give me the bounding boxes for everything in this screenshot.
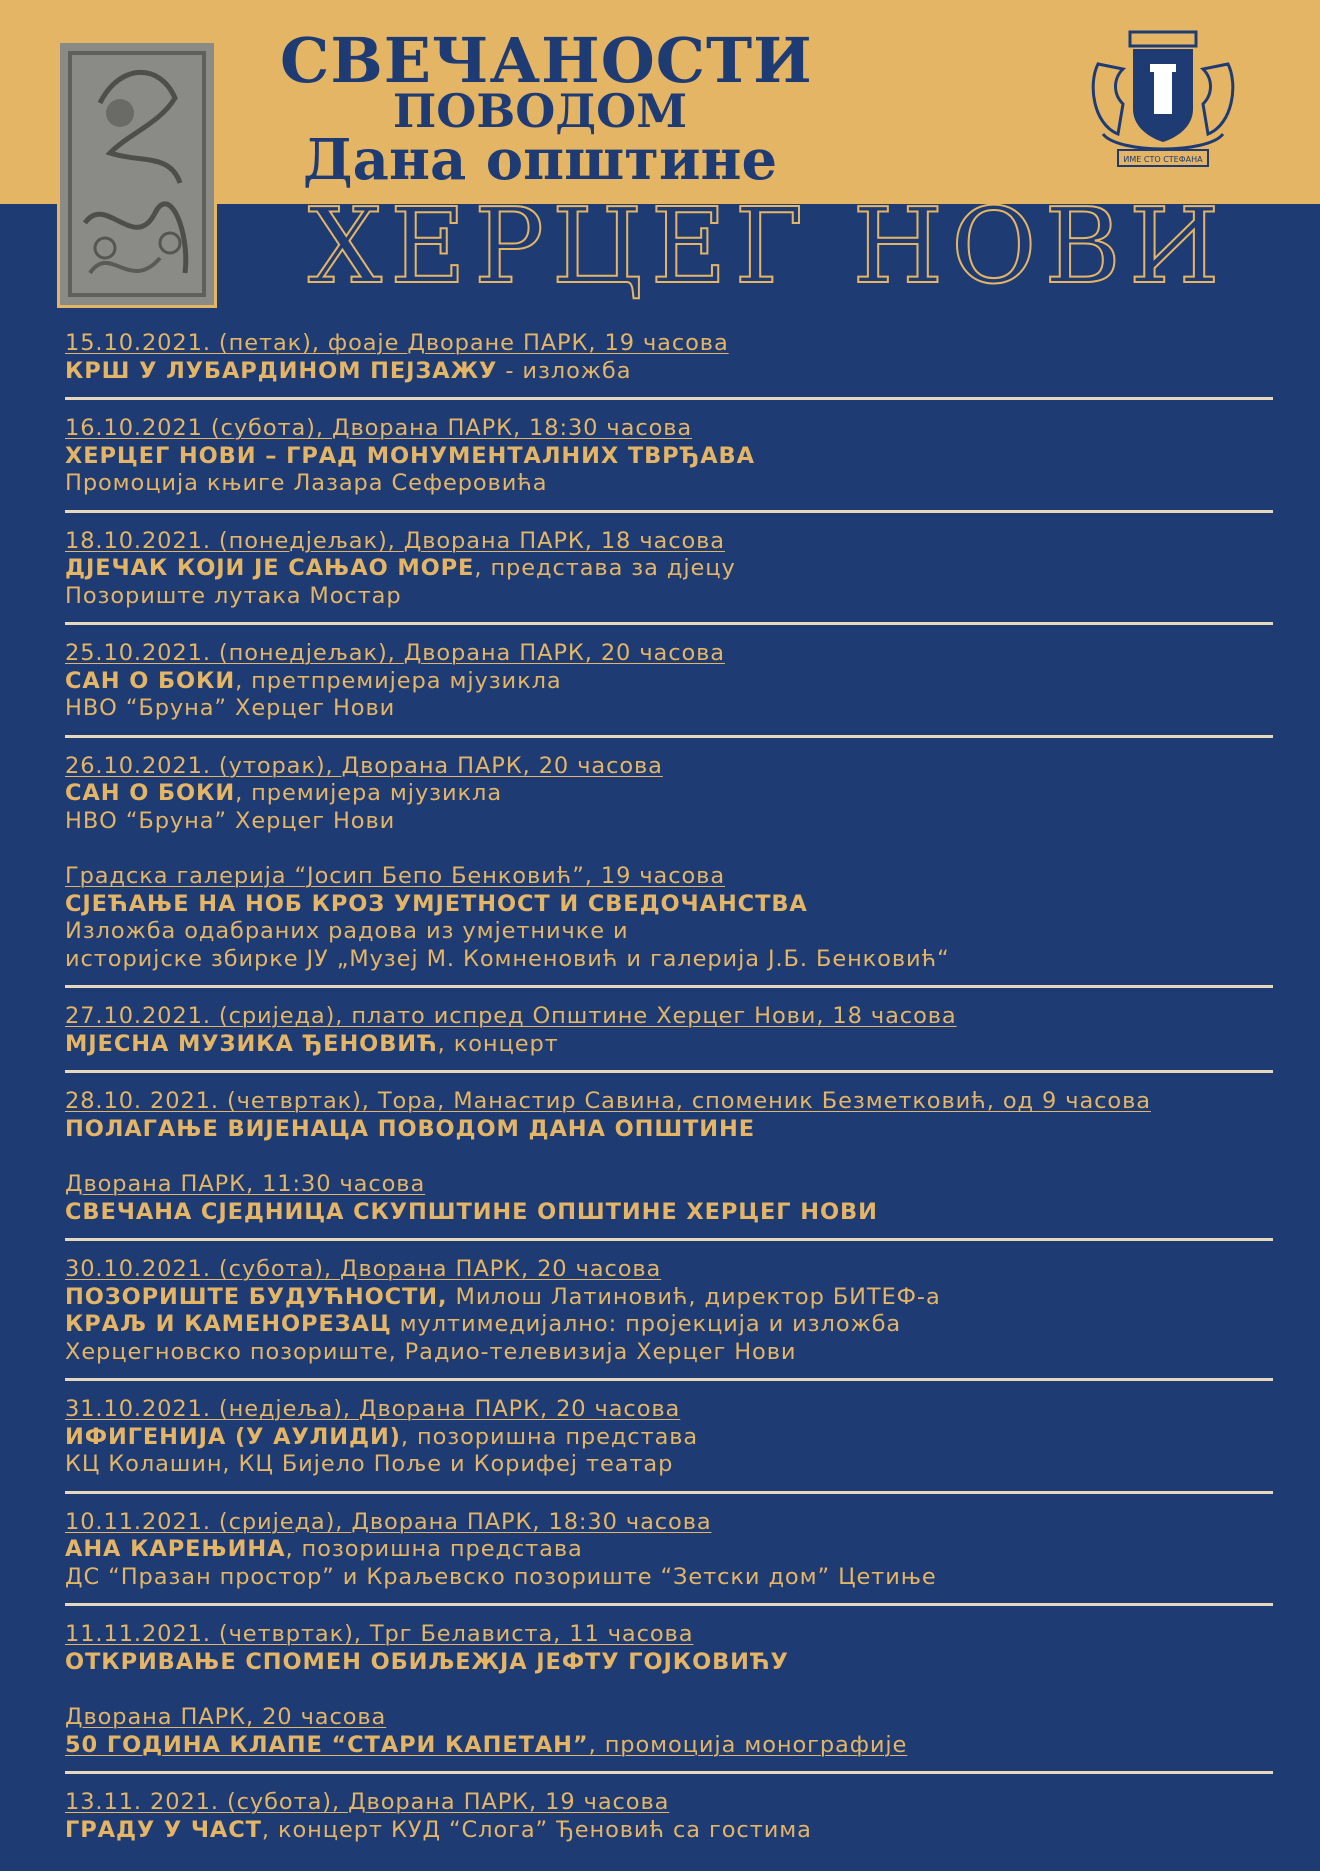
event-subtitle: Милош Латиновић, директор БИТЕФ-а: [447, 1283, 941, 1310]
event-date: 27.10.2021. (сриједа), плато испред Општине Херцег Нови, 18 часова: [65, 1003, 957, 1029]
event-subtitle: , концерт КУД “Слога” Ђеновић са гостима: [261, 1816, 812, 1843]
event-subtitle: , позоришна представа: [400, 1423, 699, 1450]
crest-ribbon-text: ИМЕ СТО СТЕФАНА: [1123, 155, 1203, 164]
event-item: [65, 753, 1273, 989]
event-subtitle: мултимедијално: пројекција и изложба: [391, 1311, 902, 1337]
event-date: 18.10.2021. (понедјељак), Дворана ПАРК, 18 часова: [65, 527, 725, 554]
event-subtitle: , позоришна представа: [285, 1536, 583, 1562]
title-line-2: ПОВОДОМ: [392, 84, 688, 138]
event-date: 15.10.2021. (петак), фоаје Дворане ПАРК, 19 часова: [65, 330, 729, 356]
event-description: КЦ Колашин, КЦ Бијело Поље и Корифеј театар: [65, 1451, 674, 1477]
event-title: СЈЕЋАЊЕ НА НОБ КРОЗ УМЈЕТНОСТ И СВЕДОЧАНСТВА: [65, 890, 808, 917]
coat-of-arms: [1078, 24, 1248, 170]
event-title: ИФИГЕНИЈА (У АУЛИДИ): [65, 1423, 401, 1450]
event-title: ПОЛАГАЊЕ ВИЈЕНАЦА ПОВОДОМ ДАНА ОПШТИНЕ: [65, 1115, 756, 1142]
event-series-title: [280, 24, 813, 193]
event-item: [65, 1003, 1273, 1073]
event-title: ГРАДУ У ЧАСТ: [65, 1816, 262, 1843]
event-description: ДС “Празан простор” и Краљевско позориште “Зетски дом” Цетиње: [65, 1563, 937, 1590]
event-item: [65, 1789, 1273, 1856]
title-line-3: Дана општине: [302, 127, 778, 193]
event-subtitle: - изложба: [497, 357, 632, 384]
event-title: КРШ У ЛУБАРДИНОМ ПЕЈЗАЖУ: [65, 357, 498, 384]
event-description: Изложба одабраних радова из умјетничке и: [65, 918, 629, 944]
event-title: СВЕЧАНА СЈЕДНИЦА СКУПШТИНЕ ОПШТИНЕ ХЕРЦЕГ НОВИ: [65, 1198, 878, 1225]
event-item: [65, 1621, 1273, 1774]
event-date: 26.10.2021. (уторак), Дворана ПАРК, 20 часова: [65, 752, 663, 779]
event-list: [65, 330, 1273, 1871]
event-description: Позориште лутака Мостар: [65, 582, 402, 609]
event-title: САН О БОКИ: [65, 667, 236, 694]
event-date: Градска галерија “Јосип Бепо Бенковић”, 19 часова: [65, 863, 726, 889]
event-date: 28.10. 2021. (четвртак), Тора, Манастир Савина, споменик Безметковић, од 9 часова: [65, 1088, 1151, 1114]
event-date: 10.11.2021. (сриједа), Дворана ПАРК, 18:30 часова: [65, 1508, 712, 1535]
event-title: КРАЉ И КАМЕНОРЕЗАЦ: [65, 1311, 392, 1337]
event-date: 31.10.2021. (недјеља), Дворана ПАРК, 20 часова: [65, 1396, 681, 1422]
event-item: [65, 528, 1273, 626]
event-title: ПОЗОРИШТЕ БУДУЋНОСТИ,: [65, 1283, 448, 1310]
event-date: 25.10.2021. (понедјељак), Дворана ПАРК, 20 часова: [65, 640, 725, 666]
coat-of-arms-icon: [1078, 24, 1248, 170]
event-description: Херцегновско позориште, Радио-телевизија Херцег Нови: [65, 1338, 797, 1365]
event-item: [65, 1256, 1273, 1381]
stone-relief-icon: [60, 43, 214, 305]
stone-relief-image: [57, 40, 217, 308]
event-title: ДЈЕЧАК КОЈИ ЈЕ САЊАО МОРЕ: [65, 555, 475, 581]
event-title: АНА КАРЕЊИНА: [65, 1536, 286, 1562]
event-item: [65, 330, 1273, 400]
event-item: [65, 415, 1273, 513]
event-item: [65, 1088, 1273, 1241]
city-name: ХЕРЦЕГ НОВИ: [308, 185, 1228, 307]
event-title: МЈЕСНА МУЗИКА ЂЕНОВИЋ: [65, 1030, 438, 1057]
event-title: ХЕРЦЕГ НОВИ – ГРАД МОНУМЕНТАЛНИХ ТВРЂАВА: [65, 442, 755, 469]
event-date: 16.10.2021 (субота), Дворана ПАРК, 18:30 часова: [65, 415, 693, 441]
event-item: [65, 1509, 1273, 1607]
event-subtitle: , концерт: [437, 1030, 559, 1057]
event-subtitle: , претпремијера мјузикла: [235, 667, 562, 694]
event-title: САН О БОКИ: [65, 780, 236, 806]
event-description: Промоција књиге Лазара Сеферовића: [65, 470, 548, 496]
event-date: 30.10.2021. (субота), Дворана ПАРК, 20 часова: [65, 1256, 662, 1282]
event-subtitle: , представа за дјецу: [474, 555, 736, 581]
event-title: 50 ГОДИНА КЛАПЕ “СТАРИ КАПЕТАН”: [65, 1731, 589, 1758]
event-subtitle: , промоција монографије: [588, 1731, 908, 1758]
event-date: Дворана ПАРК, 20 часова: [65, 1704, 387, 1730]
event-title: ОТКРИВАЊЕ СПОМЕН ОБИЉЕЖЈА ЈЕФТУ ГОЈКОВИЋУ: [65, 1648, 789, 1675]
event-subtitle: , премијера мјузикла: [235, 780, 503, 806]
event-description: НВО “Бруна” Херцег Нови: [65, 695, 396, 721]
event-date: Дворана ПАРК, 11:30 часова: [65, 1171, 426, 1197]
event-item: [65, 640, 1273, 738]
title-line-1: СВЕЧАНОСТИ: [280, 24, 813, 97]
event-item: [65, 1396, 1273, 1494]
event-date: 13.11. 2021. (субота), Дворана ПАРК, 19 часова: [65, 1789, 670, 1815]
event-description: НВО “Бруна” Херцег Нови: [65, 807, 396, 834]
event-description: историјске збирке ЈУ „Музеј М. Комненовић и галерија Ј.Б. Бенковић“: [65, 945, 950, 972]
event-date: 11.11.2021. (четвртак), Трг Белависта, 11 часова: [65, 1621, 694, 1647]
